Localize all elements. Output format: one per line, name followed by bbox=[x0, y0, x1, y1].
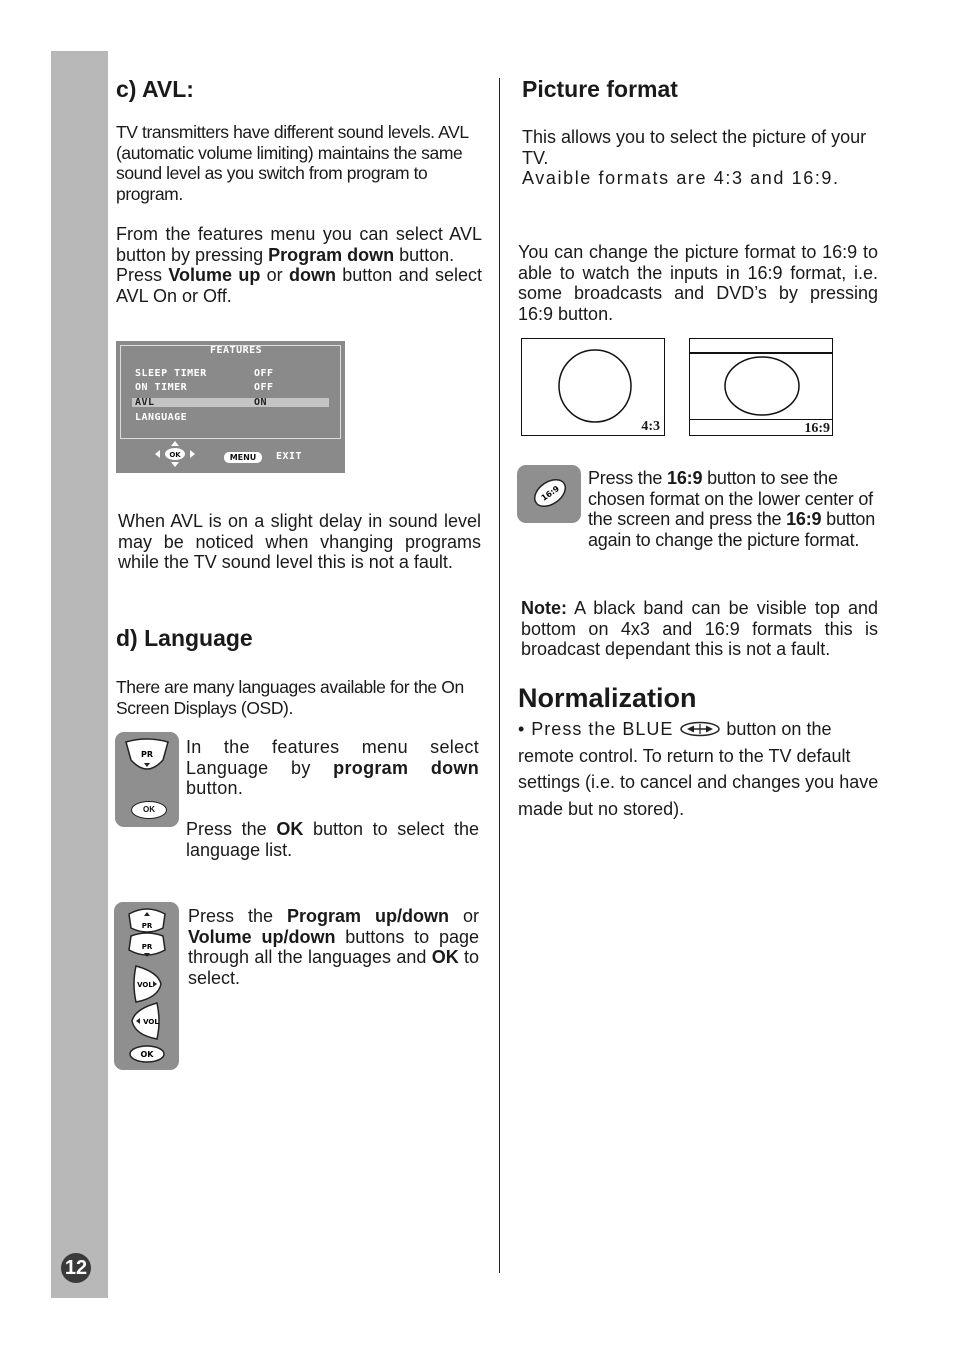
lang-s3-text: Press the bbox=[188, 906, 288, 926]
osd-ok-label: OK bbox=[169, 451, 181, 459]
lang-s3-or: or bbox=[449, 906, 479, 926]
picture-format-heading: Picture format bbox=[522, 76, 678, 102]
features-osd-menu bbox=[116, 341, 345, 473]
avl-p3-bold-1: Volume up bbox=[168, 265, 261, 285]
aspect-button-label: 16:9 bbox=[539, 484, 562, 503]
osd-menu-key: MENU bbox=[224, 452, 262, 463]
avl-p2-text-end: button. bbox=[394, 244, 455, 265]
bottom-band-line bbox=[690, 419, 832, 421]
lang-s2-text: Press the bbox=[186, 819, 277, 839]
pf-step-text: Press the bbox=[588, 468, 668, 488]
remote2-vol-up-label: VOL bbox=[137, 981, 153, 989]
avl-paragraph-4: When AVL is on a slight delay in sound level may be noticed when vhanging programs while the TV sound level this is not a fault. bbox=[118, 511, 481, 572]
note-text: A black band can be visible top and bottom on 4x3 and 16:9 formats this is broadcast dependant this is not a fault. bbox=[521, 598, 878, 659]
osd-selection-bar bbox=[132, 398, 329, 407]
avl-heading: c) AVL: bbox=[116, 76, 194, 102]
lang-s2-bold: OK bbox=[276, 819, 304, 839]
circle-shape bbox=[556, 347, 634, 425]
lang-s3-text-mid: buttons to page through all the languages and bbox=[188, 926, 479, 967]
osd-row-value-0: OFF bbox=[254, 368, 274, 379]
format-16-9-label: 16:9 bbox=[804, 421, 830, 436]
lang-s3-bold-3: OK bbox=[431, 947, 459, 967]
pr-down-button-icon bbox=[123, 738, 171, 774]
aspect-16-9-button-illustration bbox=[517, 465, 581, 523]
osd-row-label-2: AVL bbox=[135, 397, 155, 408]
lang-s3-text-end: to select. bbox=[188, 947, 479, 988]
pf-step-text-end: button again to change the picture format. bbox=[588, 509, 876, 550]
osd-row-value-2: ON bbox=[254, 397, 268, 408]
remote2-vol-down-label: VOL bbox=[143, 1018, 159, 1026]
avl-p3-or: or bbox=[260, 265, 289, 285]
remote2-pr-up-label: PR bbox=[141, 922, 153, 930]
remote2-ok-label: OK bbox=[140, 1050, 154, 1059]
normalization-heading: Normalization bbox=[518, 683, 697, 713]
avl-paragraph-2 bbox=[116, 224, 482, 306]
format-4-3-label: 4:3 bbox=[641, 419, 660, 434]
language-step-1 bbox=[186, 737, 479, 799]
remote-pr-vol-ok-illustration bbox=[114, 902, 179, 1070]
remote2-pr-down-label: PR bbox=[141, 943, 153, 951]
language-step-2 bbox=[186, 819, 479, 860]
ellipse-shape bbox=[722, 354, 802, 418]
osd-navigation-pad-icon bbox=[154, 440, 196, 468]
avl-paragraph-1: TV transmitters have different sound levels. AVL (automatic volume limiting) maintains the same sound level as you switch from program to program. bbox=[116, 122, 469, 204]
osd-title: FEATURES bbox=[210, 345, 263, 356]
format-16-9-figure bbox=[689, 338, 833, 436]
lang-s1-text-end: button. bbox=[186, 778, 244, 798]
norm-text-start: • Press the BLUE bbox=[518, 719, 680, 739]
lang-s2-text-end: button to select the language list. bbox=[186, 819, 479, 860]
norm-text-end: button on the remote control. To return to the TV default settings (i.e. to cancel and changes you have made but no stored). bbox=[518, 719, 879, 819]
language-step-3 bbox=[188, 906, 479, 988]
osd-row-label-1: ON TIMER bbox=[135, 382, 188, 393]
picture-format-step bbox=[588, 468, 886, 550]
language-heading: d) Language bbox=[116, 625, 253, 651]
avl-p3-bold-2: down bbox=[288, 265, 336, 285]
lang-s1-bold: program down bbox=[333, 757, 479, 778]
picture-format-paragraph-1 bbox=[522, 127, 880, 189]
normalization-text bbox=[518, 716, 886, 822]
page-number: 12 bbox=[61, 1253, 91, 1283]
page-sidebar-band bbox=[51, 51, 108, 1298]
pf-step-bold-2: 16:9 bbox=[786, 509, 822, 529]
pf-p1-text: This allows you to select the picture of your TV. bbox=[522, 127, 867, 168]
format-4-3-figure bbox=[521, 338, 665, 436]
pf-step-bold-1: 16:9 bbox=[667, 468, 703, 488]
osd-row-label-0: SLEEP TIMER bbox=[135, 368, 207, 379]
osd-exit-label: EXIT bbox=[276, 451, 303, 462]
osd-row-value-1: OFF bbox=[254, 382, 274, 393]
avl-p2-text: From the features menu you can select AVL button by pressing bbox=[116, 224, 482, 265]
picture-format-paragraph-3: You can change the picture format to 16:9 to able to watch the inputs in 16:9 format, i.e. some broadcasts and DVD’s by pressing 16:9 button. bbox=[518, 242, 878, 324]
pf-p2-text: Avaible formats are 4:3 and 16:9. bbox=[522, 168, 840, 188]
column-divider bbox=[499, 78, 500, 1273]
language-paragraph-1: There are many languages available for the On Screen Displays (OSD). bbox=[116, 677, 464, 718]
note-label: Note: bbox=[521, 598, 567, 618]
lang-s3-bold-1: Program up/down bbox=[287, 906, 449, 926]
avl-p3-text: Press bbox=[116, 265, 169, 285]
blue-button-icon bbox=[679, 721, 721, 737]
aspect-button-icon bbox=[531, 474, 569, 512]
remote1-ok-button: OK bbox=[131, 801, 167, 819]
avl-p2-bold: Program down bbox=[268, 244, 395, 265]
remote-pr-ok-illustration bbox=[115, 732, 179, 827]
picture-format-note bbox=[521, 598, 878, 660]
pf-step-text-mid: button to see the chosen format on the lower center of the screen and press the bbox=[588, 468, 873, 529]
remote1-pr-label: PR bbox=[140, 750, 154, 759]
pr-vol-buttons-icon bbox=[114, 902, 179, 1070]
lang-s3-bold-2: Volume up/down bbox=[188, 926, 336, 947]
avl-p3-text-end: button and select AVL On or Off. bbox=[116, 265, 482, 306]
lang-s1-text: In the features menu select Language by bbox=[186, 737, 479, 778]
osd-row-label-3: LANGUAGE bbox=[135, 412, 188, 423]
